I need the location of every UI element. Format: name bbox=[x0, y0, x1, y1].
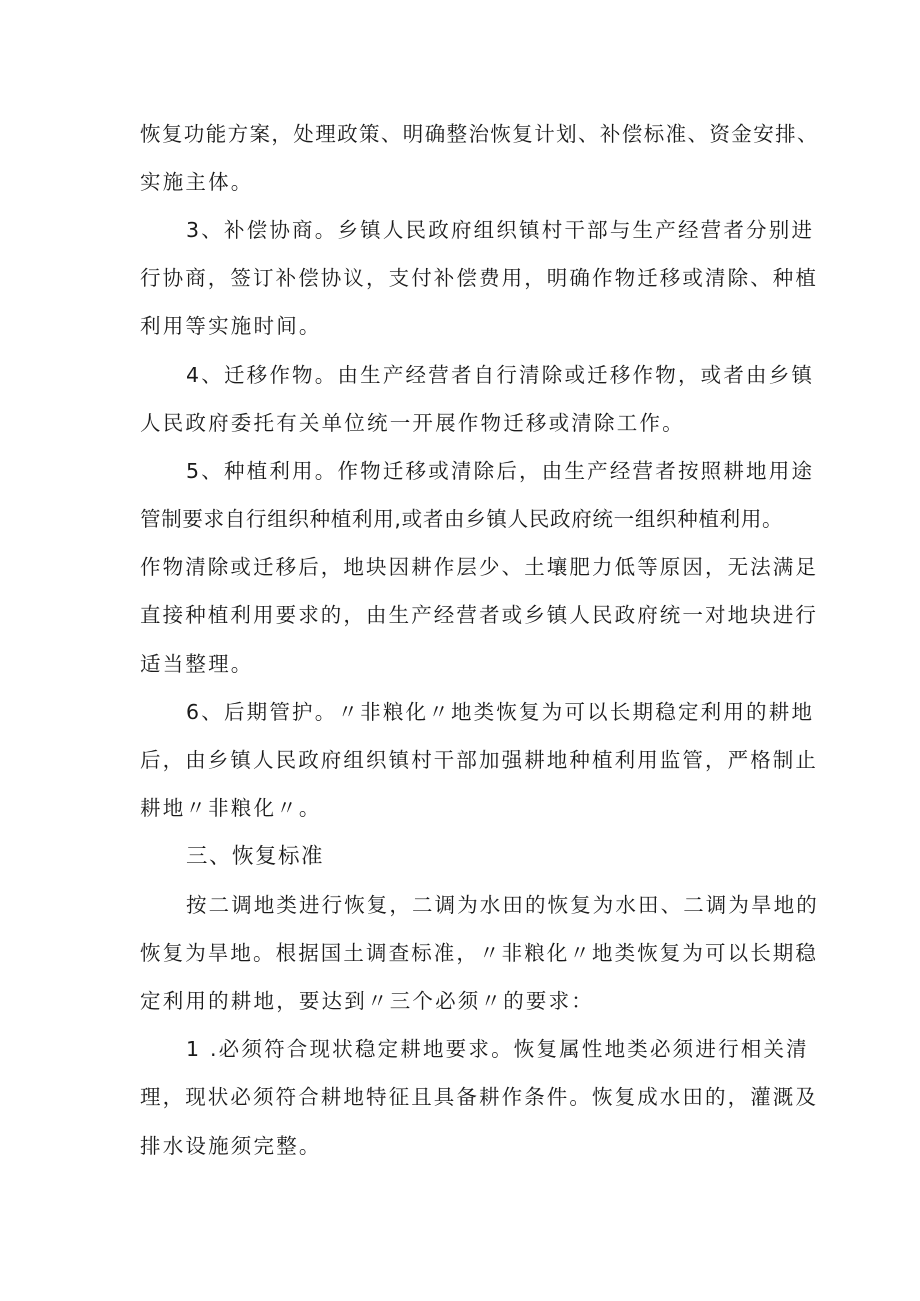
paragraph-line-2: 实施主体。 bbox=[140, 170, 254, 194]
paragraph-line-10: 作物清除或迁移后，地块因耕作层少、土壤肥力低等原因，无法满足 bbox=[140, 555, 818, 579]
paragraph-line-8: 5、种植利用。作物迁移或清除后，由生产经营者按照耕地用途 bbox=[186, 459, 815, 483]
paragraph-line-13: 6、后期管护。〃非粮化〃地类恢复为可以长期稳定利用的耕地 bbox=[186, 700, 815, 724]
paragraph-line-22: 排水设施须完整。 bbox=[140, 1134, 322, 1158]
paragraph-line-19: 定利用的耕地，要达到〃三个必须〃的要求： bbox=[140, 989, 594, 1013]
paragraph-line-5: 利用等实施时间。 bbox=[140, 314, 322, 338]
paragraph-line-7: 人民政府委托有关单位统一开展作物迁移或清除工作。 bbox=[140, 411, 685, 435]
paragraph-line-9: 管制要求自行组织种植利用,或者由乡镇人民政府统一组织种植利用。 bbox=[140, 507, 784, 531]
paragraph-line-12: 适当整理。 bbox=[140, 652, 254, 676]
section-heading: 三、恢复标准 bbox=[186, 844, 325, 869]
paragraph-line-3: 3、补偿协商。乡镇人民政府组织镇村干部与生产经营者分别进 bbox=[186, 218, 815, 242]
paragraph-line-6: 4、迁移作物。由生产经营者自行清除或迁移作物，或者由乡镇 bbox=[186, 363, 815, 387]
paragraph-line-11: 直接种植利用要求的，由生产经营者或乡镇人民政府统一对地块进行 bbox=[140, 603, 818, 627]
paragraph-line-20: 1 .必须符合现状稳定耕地要求。恢复属性地类必须进行相关清 bbox=[186, 1037, 809, 1061]
paragraph-line-1: 恢复功能方案，处理政策、明确整治恢复计划、补偿标准、资金安排、 bbox=[140, 122, 819, 146]
paragraph-line-4: 行协商，签订补偿协议，支付补偿费用，明确作物迁移或清除、种植 bbox=[140, 266, 818, 290]
paragraph-line-21: 理，现状必须符合耕地特征且具备耕作条件。恢复成水田的，灌溉及 bbox=[140, 1085, 818, 1109]
paragraph-line-18: 恢复为旱地。根据国土调查标准，〃非粮化〃地类恢复为可以长期稳 bbox=[140, 941, 818, 965]
paragraph-line-15: 耕地〃非粮化〃。 bbox=[140, 796, 322, 820]
paragraph-line-14: 后，由乡镇人民政府组织镇村干部加强耕地种植利用监管，严格制止 bbox=[140, 748, 818, 772]
paragraph-line-17: 按二调地类进行恢复，二调为水田的恢复为水田、二调为旱地的 bbox=[186, 893, 819, 917]
